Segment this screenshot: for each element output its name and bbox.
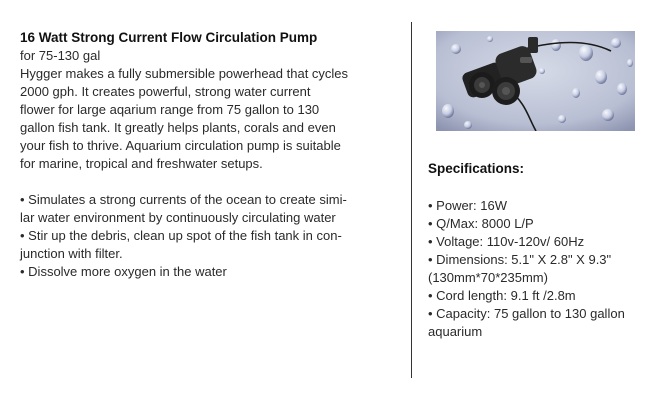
description-line: for marine, tropical and freshwater setups. bbox=[20, 156, 263, 171]
description-line: Hygger makes a fully submersible powerhead that cycles bbox=[20, 66, 349, 81]
spec-line: • Cord length: 9.1 ft /2.8m bbox=[428, 288, 576, 303]
column-divider bbox=[411, 22, 412, 378]
pump-image bbox=[436, 31, 635, 131]
spec-line: • Dimensions: 5.1" X 2.8" X 9.3" bbox=[428, 252, 612, 267]
spec-line: • Q/Max: 8000 L/P bbox=[428, 216, 534, 231]
product-description-column bbox=[20, 29, 390, 281]
spec-line: • Capacity: 75 gallon to 130 gallon bbox=[428, 306, 625, 321]
specifications-list bbox=[428, 197, 658, 341]
feature-line: • Simulates a strong currents of the ocean to create simi- bbox=[20, 192, 347, 207]
feature-list bbox=[20, 191, 390, 281]
feature-line: junction with filter. bbox=[20, 246, 123, 261]
description-line: flower for large aqarium range from 75 gallon to 130 bbox=[20, 102, 320, 117]
description-line: 2000 gph. It creates powerful, strong water current bbox=[20, 84, 311, 99]
description-line: gallon fish tank. It greatly helps plants, corals and even bbox=[20, 120, 336, 135]
spec-line: (130mm*70*235mm) bbox=[428, 270, 548, 285]
spec-line: aquarium bbox=[428, 324, 483, 339]
product-title: 16 Watt Strong Current Flow Circulation Pump bbox=[20, 30, 318, 45]
specifications-heading: Specifications: bbox=[428, 161, 525, 176]
description-paragraph bbox=[20, 65, 390, 173]
product-subtitle: for 75-130 gal bbox=[20, 48, 101, 63]
spec-line: • Voltage: 110v-120v/ 60Hz bbox=[428, 234, 585, 249]
description-line: your fish to thrive. Aquarium circulation pump is suitable bbox=[20, 138, 341, 153]
feature-line: lar water environment by continuously circulating water bbox=[20, 210, 336, 225]
spec-line: • Power: 16W bbox=[428, 198, 507, 213]
product-photo bbox=[436, 31, 635, 131]
feature-line: • Dissolve more oxygen in the water bbox=[20, 264, 227, 279]
feature-line: • Stir up the debris, clean up spot of the fish tank in con- bbox=[20, 228, 342, 243]
